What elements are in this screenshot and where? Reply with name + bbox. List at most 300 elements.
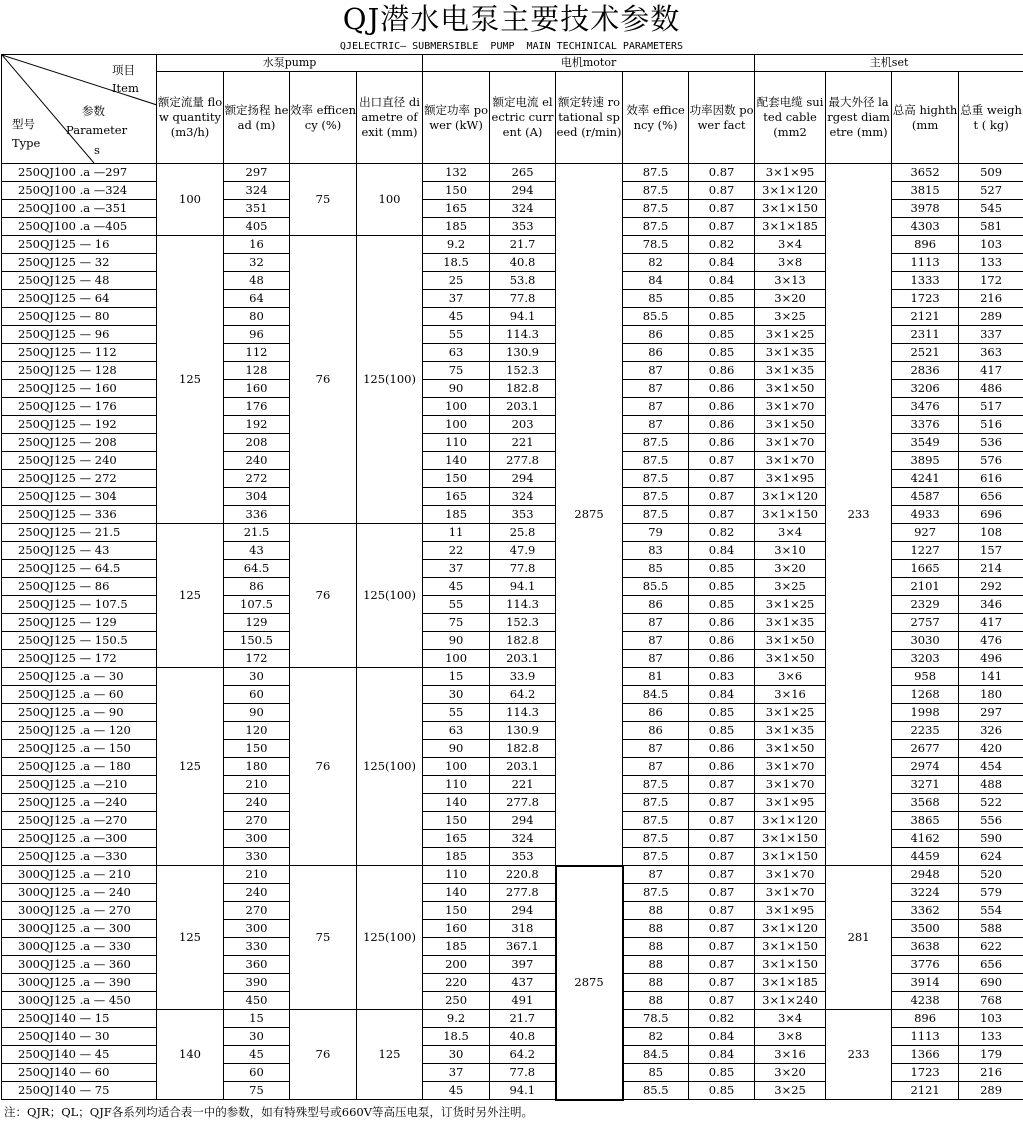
power-cell: 55 [423,704,490,722]
speed-cell: 2875 [556,866,623,1100]
power-cell: 90 [423,632,490,650]
motor-efficiency-cell: 85.5 [623,578,689,596]
head-cell: 160 [224,380,290,398]
exit-diameter-cell: 125(100) [357,668,423,866]
total-height-cell: 3203 [892,650,959,668]
power-cell: 100 [423,758,490,776]
head-cell: 60 [224,686,290,704]
power-cell: 45 [423,1082,490,1100]
cable-cell: 3×1×150 [755,830,826,848]
model-cell: 250QJ125 .a —270 [2,812,157,830]
motor-efficiency-cell: 87 [623,614,689,632]
total-weight-cell: 420 [959,740,1023,758]
current-cell: 114.3 [490,596,556,614]
total-weight-cell: 476 [959,632,1023,650]
head-cell: 180 [224,758,290,776]
motor-efficiency-cell: 84 [623,272,689,290]
current-cell: 277.8 [490,884,556,902]
total-height-cell: 958 [892,668,959,686]
head-cell: 15 [224,1010,290,1028]
table-row [2,866,1023,884]
power-cell: 250 [423,992,490,1010]
cable-cell: 3×1×185 [755,218,826,236]
power-cell: 185 [423,848,490,866]
head-cell: 351 [224,200,290,218]
power-factor-cell: 0.85 [689,308,755,326]
exit-diameter-cell: 125 [357,1010,423,1100]
total-height-cell: 3500 [892,920,959,938]
total-height-cell: 4238 [892,992,959,1010]
motor-efficiency-cell: 87 [623,740,689,758]
current-cell: 265 [490,164,556,182]
power-cell: 63 [423,722,490,740]
motor-efficiency-cell: 87.5 [623,812,689,830]
group-header-row [2,55,1023,72]
pump-efficiency-cell: 76 [290,668,357,866]
cable-cell: 3×1×70 [755,884,826,902]
model-cell: 300QJ125 .a — 330 [2,938,157,956]
model-cell: 250QJ125 — 48 [2,272,157,290]
total-weight-cell: 554 [959,902,1023,920]
motor-efficiency-cell: 88 [623,938,689,956]
head-cell: 240 [224,452,290,470]
pump-efficiency-cell: 76 [290,236,357,524]
total-height-cell: 3549 [892,434,959,452]
motor-efficiency-cell: 87.5 [623,200,689,218]
total-height-cell: 3978 [892,200,959,218]
table-row [2,1010,1023,1028]
model-cell: 250QJ125 — 80 [2,308,157,326]
cable-cell: 3×1×25 [755,326,826,344]
cable-cell: 3×1×35 [755,614,826,632]
head-cell: 86 [224,578,290,596]
total-weight-cell: 180 [959,686,1023,704]
cable-cell: 3×1×95 [755,902,826,920]
current-cell: 367.1 [490,938,556,956]
model-cell: 250QJ125 — 86 [2,578,157,596]
cable-cell: 3×1×50 [755,632,826,650]
total-weight-cell: 622 [959,938,1023,956]
flow-cell: 125 [157,668,224,866]
power-cell: 55 [423,596,490,614]
power-factor-cell: 0.87 [689,956,755,974]
model-cell: 250QJ125 .a —240 [2,794,157,812]
current-cell: 203.1 [490,758,556,776]
cable-cell: 3×1×150 [755,200,826,218]
motor-efficiency-cell: 86 [623,722,689,740]
cable-cell: 3×25 [755,1082,826,1100]
total-height-cell: 3362 [892,902,959,920]
footnote: 注：QJR；QL；QJF各系列均适合表一中的参数，如有特殊型号或660V等高压电泵，订货时另外注明。 [4,1105,534,1119]
total-height-cell: 3895 [892,452,959,470]
power-cell: 25 [423,272,490,290]
motor-efficiency-cell: 81 [623,668,689,686]
total-height-cell: 1366 [892,1046,959,1064]
head-cell: 210 [224,866,290,884]
model-cell: 250QJ125 — 240 [2,452,157,470]
current-cell: 324 [490,830,556,848]
current-cell: 21.7 [490,1010,556,1028]
current-cell: 40.8 [490,1028,556,1046]
model-cell: 300QJ125 .a — 360 [2,956,157,974]
power-factor-cell: 0.87 [689,866,755,884]
total-weight-cell: 488 [959,776,1023,794]
cable-cell: 3×20 [755,1064,826,1082]
current-cell: 203 [490,416,556,434]
power-cell: 18.5 [423,254,490,272]
header-current: 额定电流 electric current (A) [490,72,556,164]
motor-efficiency-cell: 87 [623,866,689,884]
total-height-cell: 1113 [892,1028,959,1046]
total-weight-cell: 133 [959,254,1023,272]
model-cell: 250QJ125 .a — 30 [2,668,157,686]
cable-cell: 3×1×50 [755,650,826,668]
total-weight-cell: 214 [959,560,1023,578]
current-cell: 130.9 [490,344,556,362]
total-weight-cell: 157 [959,542,1023,560]
power-cell: 9.2 [423,236,490,254]
total-height-cell: 2311 [892,326,959,344]
current-cell: 94.1 [490,1082,556,1100]
head-cell: 336 [224,506,290,524]
model-cell: 250QJ125 — 43 [2,542,157,560]
power-cell: 55 [423,326,490,344]
power-cell: 45 [423,308,490,326]
corner-type-cn: 型号 [12,117,35,131]
total-weight-cell: 326 [959,722,1023,740]
head-cell: 208 [224,434,290,452]
power-factor-cell: 0.82 [689,524,755,542]
total-weight-cell: 417 [959,614,1023,632]
power-factor-cell: 0.87 [689,488,755,506]
total-height-cell: 1665 [892,560,959,578]
corner-item-cn: 项目 [112,63,135,77]
current-cell: 77.8 [490,1064,556,1082]
power-cell: 30 [423,1046,490,1064]
head-cell: 30 [224,1028,290,1046]
total-weight-cell: 108 [959,524,1023,542]
current-cell: 182.8 [490,740,556,758]
power-cell: 90 [423,380,490,398]
total-height-cell: 4303 [892,218,959,236]
total-height-cell: 4459 [892,848,959,866]
power-factor-cell: 0.86 [689,650,755,668]
power-factor-cell: 0.87 [689,812,755,830]
model-cell: 250QJ125 .a — 180 [2,758,157,776]
model-cell: 250QJ125 — 160 [2,380,157,398]
total-weight-cell: 696 [959,506,1023,524]
total-height-cell: 3815 [892,182,959,200]
cable-cell: 3×20 [755,560,826,578]
power-factor-cell: 0.84 [689,1046,755,1064]
total-height-cell: 4241 [892,470,959,488]
exit-diameter-cell: 125(100) [357,866,423,1010]
current-cell: 94.1 [490,578,556,596]
cable-cell: 3×1×120 [755,488,826,506]
largest-diameter-cell: 233 [826,164,892,866]
cable-cell: 3×1×240 [755,992,826,1010]
total-height-cell: 3206 [892,380,959,398]
cable-cell: 3×25 [755,308,826,326]
power-cell: 185 [423,506,490,524]
power-cell: 150 [423,182,490,200]
model-cell: 250QJ125 — 192 [2,416,157,434]
motor-efficiency-cell: 85 [623,560,689,578]
total-height-cell: 4162 [892,830,959,848]
total-weight-cell: 556 [959,812,1023,830]
power-factor-cell: 0.87 [689,794,755,812]
total-weight-cell: 588 [959,920,1023,938]
corner-param-en-1: Parameter [66,123,128,137]
head-cell: 30 [224,668,290,686]
cable-cell: 3×4 [755,524,826,542]
head-cell: 330 [224,938,290,956]
power-factor-cell: 0.87 [689,200,755,218]
model-cell: 250QJ125 — 150.5 [2,632,157,650]
total-height-cell: 1227 [892,542,959,560]
motor-efficiency-cell: 87 [623,416,689,434]
cable-cell: 3×1×150 [755,506,826,524]
cable-cell: 3×1×50 [755,380,826,398]
power-factor-cell: 0.87 [689,848,755,866]
model-cell: 250QJ125 .a — 150 [2,740,157,758]
motor-efficiency-cell: 87 [623,362,689,380]
model-cell: 250QJ140 — 75 [2,1082,157,1100]
power-cell: 15 [423,668,490,686]
current-cell: 64.2 [490,1046,556,1064]
motor-efficiency-cell: 82 [623,1028,689,1046]
current-cell: 491 [490,992,556,1010]
group-motor: 电机motor [423,55,755,72]
header-pump-efficiency: 效率 efficency (%) [290,72,357,164]
current-cell: 437 [490,974,556,992]
current-cell: 203.1 [490,650,556,668]
model-cell: 300QJ125 .a — 300 [2,920,157,938]
total-weight-cell: 133 [959,1028,1023,1046]
current-cell: 294 [490,902,556,920]
page-subtitle: QJELECTRIC— SUBMERSIBLE PUMP MAIN TECHINICAL PARAMETERS [339,41,684,52]
model-cell: 300QJ125 .a — 450 [2,992,157,1010]
total-weight-cell: 289 [959,308,1023,326]
total-weight-cell: 179 [959,1046,1023,1064]
total-weight-cell: 216 [959,290,1023,308]
current-cell: 77.8 [490,290,556,308]
cable-cell: 3×1×35 [755,344,826,362]
power-factor-cell: 0.87 [689,884,755,902]
pump-efficiency-cell: 76 [290,524,357,668]
head-cell: 128 [224,362,290,380]
motor-efficiency-cell: 88 [623,920,689,938]
head-cell: 240 [224,794,290,812]
motor-efficiency-cell: 87.5 [623,506,689,524]
model-cell: 250QJ125 .a —330 [2,848,157,866]
motor-efficiency-cell: 87 [623,380,689,398]
power-cell: 140 [423,884,490,902]
model-cell: 250QJ125 — 107.5 [2,596,157,614]
total-weight-cell: 579 [959,884,1023,902]
model-cell: 250QJ125 — 64.5 [2,560,157,578]
current-cell: 220.8 [490,866,556,884]
motor-efficiency-cell: 88 [623,956,689,974]
power-factor-cell: 0.84 [689,686,755,704]
total-height-cell: 2121 [892,308,959,326]
power-cell: 30 [423,686,490,704]
total-weight-cell: 616 [959,470,1023,488]
motor-efficiency-cell: 85 [623,290,689,308]
model-cell: 250QJ100 .a —324 [2,182,157,200]
power-cell: 110 [423,776,490,794]
head-cell: 270 [224,902,290,920]
model-cell: 250QJ125 .a — 90 [2,704,157,722]
model-cell: 300QJ125 .a — 390 [2,974,157,992]
total-weight-cell: 141 [959,668,1023,686]
cable-cell: 3×1×120 [755,812,826,830]
motor-efficiency-cell: 84.5 [623,1046,689,1064]
power-factor-cell: 0.82 [689,1010,755,1028]
motor-efficiency-cell: 87.5 [623,470,689,488]
motor-efficiency-cell: 88 [623,902,689,920]
header-total-weight: 总重 weight ( kg) [959,72,1023,164]
total-height-cell: 2948 [892,866,959,884]
cable-cell: 3×6 [755,668,826,686]
motor-efficiency-cell: 82 [623,254,689,272]
total-height-cell: 927 [892,524,959,542]
head-cell: 297 [224,164,290,182]
power-factor-cell: 0.87 [689,776,755,794]
motor-efficiency-cell: 87.5 [623,776,689,794]
power-cell: 140 [423,794,490,812]
power-factor-cell: 0.87 [689,506,755,524]
cable-cell: 3×1×120 [755,182,826,200]
motor-efficiency-cell: 85.5 [623,1082,689,1100]
motor-efficiency-cell: 86 [623,704,689,722]
header-speed: 额定转速 rotational speed (r/min) [556,72,623,164]
total-weight-cell: 624 [959,848,1023,866]
cable-cell: 3×4 [755,236,826,254]
model-cell: 250QJ125 — 336 [2,506,157,524]
current-cell: 353 [490,218,556,236]
current-cell: 130.9 [490,722,556,740]
group-pump: 水泵pump [157,55,423,72]
total-height-cell: 3865 [892,812,959,830]
motor-efficiency-cell: 87 [623,398,689,416]
total-weight-cell: 289 [959,1082,1023,1100]
flow-cell: 140 [157,1010,224,1100]
power-factor-cell: 0.85 [689,596,755,614]
cable-cell: 3×1×70 [755,758,826,776]
table-row [2,164,1023,182]
current-cell: 64.2 [490,686,556,704]
power-factor-cell: 0.84 [689,272,755,290]
total-weight-cell: 454 [959,758,1023,776]
head-cell: 90 [224,704,290,722]
motor-efficiency-cell: 87.5 [623,434,689,452]
total-weight-cell: 516 [959,416,1023,434]
power-factor-cell: 0.86 [689,614,755,632]
power-cell: 22 [423,542,490,560]
current-cell: 397 [490,956,556,974]
total-weight-cell: 522 [959,794,1023,812]
current-cell: 53.8 [490,272,556,290]
total-weight-cell: 363 [959,344,1023,362]
header-cable: 配套电缆 suited cable (mm2 [755,72,826,164]
power-cell: 165 [423,200,490,218]
model-cell: 300QJ125 .a — 240 [2,884,157,902]
power-factor-cell: 0.87 [689,218,755,236]
power-cell: 150 [423,470,490,488]
current-cell: 221 [490,776,556,794]
cable-cell: 3×1×185 [755,974,826,992]
model-cell: 250QJ125 — 16 [2,236,157,254]
power-cell: 110 [423,866,490,884]
power-cell: 150 [423,812,490,830]
current-cell: 33.9 [490,668,556,686]
current-cell: 47.9 [490,542,556,560]
current-cell: 94.1 [490,308,556,326]
power-cell: 37 [423,290,490,308]
head-cell: 324 [224,182,290,200]
cable-cell: 3×1×120 [755,920,826,938]
motor-efficiency-cell: 78.5 [623,236,689,254]
total-height-cell: 1268 [892,686,959,704]
power-cell: 185 [423,218,490,236]
total-weight-cell: 216 [959,1064,1023,1082]
cable-cell: 3×1×150 [755,938,826,956]
cable-cell: 3×1×95 [755,164,826,182]
current-cell: 294 [490,812,556,830]
total-height-cell: 3224 [892,884,959,902]
total-weight-cell: 103 [959,1010,1023,1028]
power-factor-cell: 0.87 [689,992,755,1010]
largest-diameter-cell: 281 [826,866,892,1010]
model-cell: 250QJ125 — 64 [2,290,157,308]
power-cell: 63 [423,344,490,362]
power-factor-cell: 0.85 [689,578,755,596]
total-height-cell: 2329 [892,596,959,614]
power-factor-cell: 0.86 [689,632,755,650]
power-factor-cell: 0.85 [689,290,755,308]
total-weight-cell: 545 [959,200,1023,218]
cable-cell: 3×1×150 [755,848,826,866]
power-factor-cell: 0.87 [689,452,755,470]
header-total-height: 总高 highth (mm [892,72,959,164]
motor-efficiency-cell: 88 [623,992,689,1010]
total-height-cell: 4587 [892,488,959,506]
power-factor-cell: 0.85 [689,1082,755,1100]
total-height-cell: 3568 [892,794,959,812]
power-cell: 11 [423,524,490,542]
corner-item-en: Item [112,81,139,95]
power-factor-cell: 0.85 [689,722,755,740]
current-cell: 324 [490,200,556,218]
motor-efficiency-cell: 87.5 [623,182,689,200]
head-cell: 48 [224,272,290,290]
total-height-cell: 1998 [892,704,959,722]
motor-efficiency-cell: 87.5 [623,884,689,902]
motor-efficiency-cell: 87.5 [623,848,689,866]
head-cell: 129 [224,614,290,632]
total-height-cell: 3914 [892,974,959,992]
power-factor-cell: 0.87 [689,164,755,182]
total-weight-cell: 172 [959,272,1023,290]
header-head: 额定扬程 head (m) [224,72,290,164]
total-weight-cell: 656 [959,488,1023,506]
model-cell: 250QJ125 — 272 [2,470,157,488]
cable-cell: 3×1×70 [755,866,826,884]
head-cell: 80 [224,308,290,326]
model-cell: 250QJ125 — 21.5 [2,524,157,542]
largest-diameter-cell: 233 [826,1010,892,1100]
